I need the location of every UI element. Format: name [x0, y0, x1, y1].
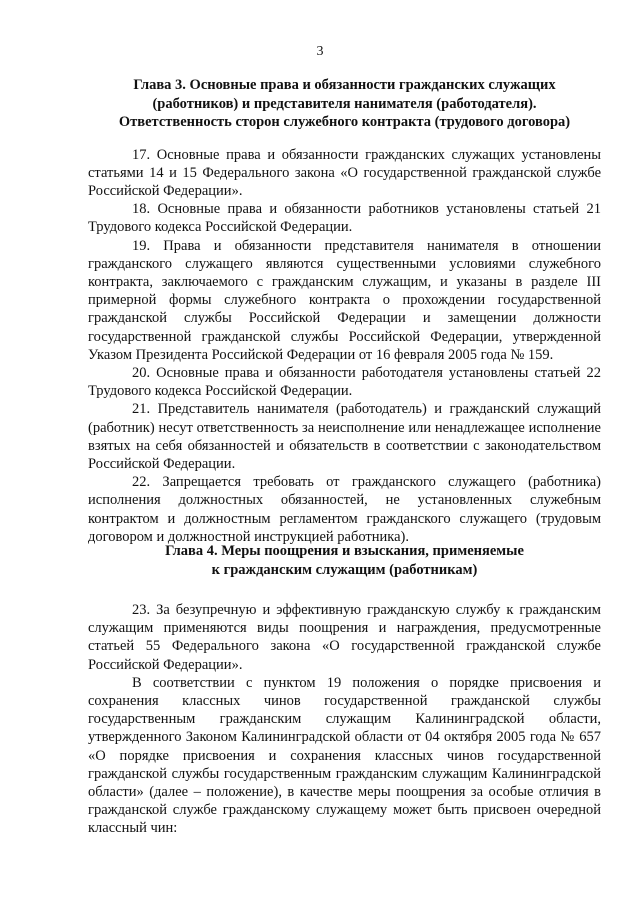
paragraph-22: 22. Запрещается требовать от гражданского служащего (работника) исполнения должностных обязанностей, не установленных служебным контрактом и должностным регламентом гражданского служащего (трудовым договором и должностной инструкцией работника).	[88, 474, 601, 545]
paragraph-19: 19. Права и обязанности представителя нанимателя в отношении гражданского служащего являются существенными условиями служебного контракта, заключаемого с гражданским служащим, и указаны в разделе III примерной формы служебного контракта о прохождении государственной гражданской службы Российской Федерации и замещении должности государственной гражданской службы Российской Федерации, утвержденной Указом Президента Российской Федерации от 16 февраля 2005 года № 159.	[88, 237, 601, 363]
heading-line: Глава 3. Основные права и обязанности гражданских служащих	[133, 77, 556, 93]
paragraph-20: 20. Основные права и обязанности работодателя установлены статьей 22 Трудового кодекса Российской Федерации.	[88, 364, 601, 400]
paragraph-17: 17. Основные права и обязанности гражданских служащих установлены статьями 14 и 15 Федерального закона «О государственной гражданской службе Российской Федерации».	[88, 146, 601, 199]
heading-line: Ответственность сторон служебного контракта (трудового договора)	[118, 114, 571, 130]
chapter-3-heading	[88, 76, 601, 132]
heading-line: к гражданским служащим (работникам)	[211, 561, 478, 578]
paragraph-18: 18. Основные права и обязанности работников установлены статьей 21 Трудового кодекса Российской Федерации.	[88, 201, 601, 236]
heading-line: Глава 4. Меры поощрения и взыскания, применяемые	[165, 543, 524, 559]
chapter-4-section	[88, 542, 601, 838]
paragraph-23: 23. За безупречную и эффективную гражданскую службу к гражданским служащим применяются виды поощрения и награждения, предусмотренные статьей 55 Федерального закона «О государственной гражданской службе Российской Федерации».	[88, 602, 601, 673]
chapter-4-heading	[88, 542, 601, 579]
chapter-3-section	[88, 76, 601, 546]
heading-line: (работников) и представителя нанимателя (работодателя).	[152, 95, 537, 112]
paragraph-21: 21. Представитель нанимателя (работодатель) и гражданский служащий (работник) несут ответственность за неисполнение или ненадлежащее исполнение взятых на себя обязанностей и обязательств в соответствии с законодательством Российской Федерации.	[88, 401, 601, 472]
paragraph-class-rank: В соответствии с пунктом 19 положения о порядке присвоения и сохранения классных чинов государственной гражданской службы государственным гражданским служащим Калининградской области, утвержденного Законом Калининградской области от 04 октября 2005 года № 657 «О порядке присвоения и сохранения классных чинов государственной гражданской службы государственным гражданским служащим Калининградской области» (далее – положение), в качестве меры поощрения за особые отличия в гражданской службе гражданскому служащему может быть присвоен очередной классный чин:	[88, 674, 601, 837]
page-number: 3	[316, 44, 324, 59]
